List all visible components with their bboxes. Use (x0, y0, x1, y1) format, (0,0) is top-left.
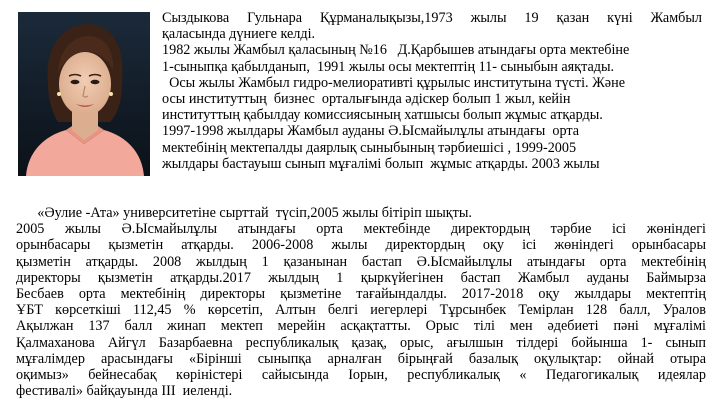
bio-line: Сыздыкова Гульнара Құрманалықызы,1973 жылы 19 қазан күні Жамбыл (162, 10, 702, 26)
biography-text-top (162, 10, 702, 172)
bio-line: 1982 жылы Жамбыл қаласының №16 Д.Қарбышев атындағы орта мектебіне (162, 42, 630, 59)
bio-line: фестивалі» байқауында ІІІ иеленді. (16, 383, 233, 400)
bio-line: ҰБТ көрсеткіші 112,45 % көрсетіп, Алтын белгі иегерлері Тұрсынбек Темірлан 128 балл, Уралов (16, 302, 706, 319)
biography-text-bottom (16, 205, 706, 399)
bio-line: институттың қабылдау комиссиясының хатшысы болып жұмыс атқарды. (162, 107, 603, 124)
bio-line: Қалмаханова Айгүл Базарбаевна республикалық қазақ, орыс, ағылшын тілдері бойынша 1- сынып (16, 334, 706, 351)
bio-line: қызметін атқарды. 2008 жылдың 1 қазанынан бастап Ә.Ысмайылұлы атындағы орта мектебінің (16, 253, 706, 270)
portrait-photo (18, 12, 150, 176)
bio-line: 1-сыныпқа қабылданып, 1991 жылы осы мектептің 11- сыныбын аяқтады. (162, 58, 615, 75)
bio-line: мұғалімдер арасындағы «Бірінші сыныпқа арналған бірыңғай базалық оқулықтар: ойнай отыра (16, 350, 706, 367)
bio-line: директоры қызметін атқарды.2017 жылдың 1 қыркүйегінен бастап Жамбыл ауданы Баймырза (16, 269, 706, 286)
bio-line: «Әулие -Ата» университетіне сырттай түсіп,2005 жылы бітіріп шықты. (16, 205, 472, 221)
bio-line: 1997-1998 жылдары Жамбыл ауданы Ә.Ысмайылұлы атындағы орта (162, 123, 580, 140)
bio-line: қаласында дүниеге келді. (162, 26, 316, 43)
bio-line: жылдары бастауыш сынып мұғалімі болып жұмыс атқарды. 2003 жылы (162, 155, 600, 172)
bio-line: Осы жылы Жамбыл гидро-мелиоративті құрылыс институтына түсті. Және (162, 74, 625, 91)
bio-line: 2005 жылы Ә.Ысмайылұлы атындағы орта мектебінде директордың тәрбие ісі жөніндегі (16, 221, 706, 238)
bio-line: мектебінің мектепалды даярлық сыныбының тәрбиешісі , 1999-2005 (162, 139, 577, 156)
bio-line: осы институттың бизнес орталығында әдіскер болып 1 жыл, кейін (162, 90, 571, 107)
bio-line: оқимыз» бейнесабақ көріністері сайысында Іорын, республикалық « Педагогикалық идеялар (16, 366, 706, 383)
bio-line: Ақылжан 137 балл жинап мектеп мерейін асқақтатты. Орыс тілі мен әдебиеті пәні мұғалімі (16, 318, 706, 335)
bio-line: орынбасары қызметін атқарды. 2006-2008 жылы директордың оқу ісі жөніндегі орынбасары (16, 237, 706, 254)
bio-line: Бесбаев орта мектебінің директоры қызметіне тағайындалды. 2017-2018 оқу жылдары мектептің (16, 285, 706, 302)
